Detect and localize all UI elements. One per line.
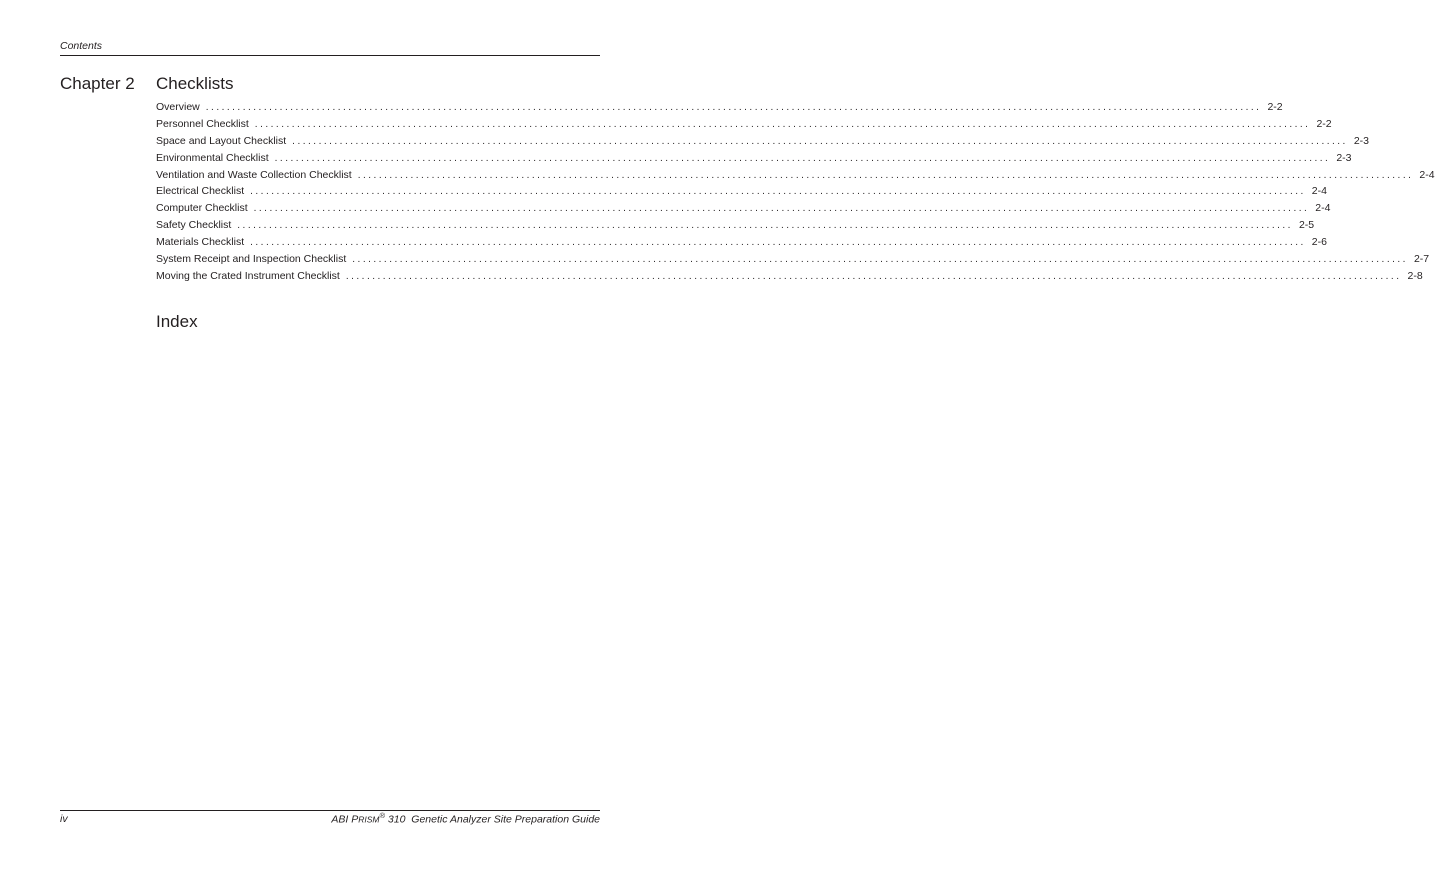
dot-leader: ........................................................................................................................................................................................................ [237,220,1293,232]
dot-leader: ........................................................................................................................................................................................................ [352,254,1408,266]
toc-entry-title: Space and Layout Checklist [156,134,287,147]
toc-entry-title: Electrical Checklist [156,185,245,198]
dot-leader: ........................................................................................................................................................................................................ [292,135,1348,147]
toc-entry-title: Environmental Checklist [156,151,269,164]
header-rule [60,55,600,56]
toc-entry-page: 2-2 [1267,101,1283,113]
toc-entry-title: Personnel Checklist [156,117,249,130]
toc-entry-page: 2-3 [1353,134,1370,147]
toc-entry-safety[interactable] [156,217,1315,234]
footer-page-number: iv [60,813,68,825]
toc-entry-personnel[interactable] [156,116,1332,133]
toc-entry-page: 2-4 [1315,202,1331,215]
toc-entry-overview[interactable] [156,99,1283,116]
toc-entry-space-layout[interactable] [156,133,1370,150]
toc-entry-page: 2-4 [1311,185,1327,198]
toc-entry-page: 2-4 [1419,168,1435,181]
toc-entry-title: Moving the Crated Instrument Checklist [156,269,340,282]
toc-entry-title: Safety Checklist [156,219,232,232]
toc-entry-page: 2-8 [1407,269,1423,282]
toc-entry-electrical[interactable] [156,183,1327,200]
running-header: Contents [60,40,103,52]
registered-mark: ® [379,811,386,820]
toc-entry-page: 2-6 [1311,236,1327,249]
toc-entry-title: System Receipt and Inspection Checklist [156,253,347,266]
dot-leader: ........................................................................................................................................................................................................ [253,203,1310,215]
dot-leader: ........................................................................................................................................................................................................ [250,186,1306,198]
footer-doc-prefix: ABI P [331,813,359,826]
toc-entry-title: Materials Checklist [156,236,245,249]
toc-entry-title: Ventilation and Waste Collection Checklist [156,168,352,181]
toc-entry-materials[interactable] [156,234,1327,251]
toc-entry-moving-instrument[interactable] [156,268,1423,285]
chapter-label: Chapter 2 [60,74,135,93]
toc-list [156,99,1435,285]
dot-leader: ........................................................................................................................................................................................................ [205,102,1262,113]
toc-entry-system-receipt[interactable] [156,251,1430,268]
footer-doc-smallcaps: RISM [358,814,380,825]
toc-entry-ventilation[interactable] [156,167,1435,184]
index-title[interactable]: Index [156,312,198,331]
dot-leader: ........................................................................................................................................................................................................ [274,152,1331,164]
footer-doc-suffix: 310 Genetic Analyzer Site Preparation Guide [385,813,600,826]
toc-entry-title: Computer Checklist [156,202,248,215]
toc-entry-computer[interactable] [156,200,1331,217]
toc-entry-title: Overview [156,101,200,113]
toc-entry-page: 2-3 [1336,151,1352,164]
toc-entry-environmental[interactable] [156,150,1352,167]
toc-entry-page: 2-2 [1316,117,1332,130]
chapter-title: Checklists [156,74,234,93]
toc-entry-page: 2-5 [1298,219,1315,232]
dot-leader: ........................................................................................................................................................................................................ [254,118,1311,130]
dot-leader: ........................................................................................................................................................................................................ [357,169,1414,181]
toc-entry-page: 2-7 [1413,253,1430,266]
footer-document-title [331,811,600,826]
dot-leader: ........................................................................................................................................................................................................ [250,237,1306,249]
dot-leader: ........................................................................................................................................................................................................ [345,270,1402,282]
